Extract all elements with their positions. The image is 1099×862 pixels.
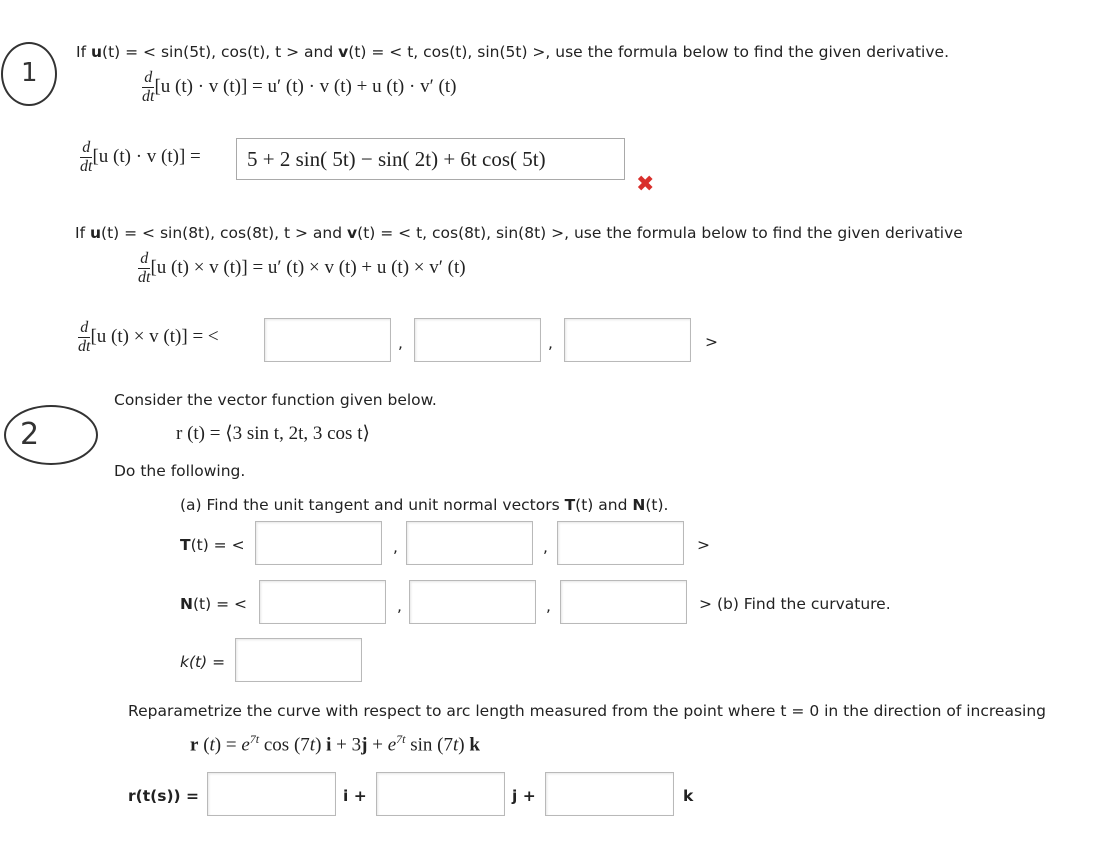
comma-separator: , [546, 597, 551, 615]
d-dt-fraction: $\frac{d}{dt}$ [78, 319, 91, 355]
N-component-3-input[interactable] [560, 580, 687, 624]
T-component-1-input[interactable] [255, 521, 382, 565]
annotation-circle-1 [1, 42, 57, 106]
q3-intro: Consider the vector function given below. [114, 391, 437, 409]
curvature-label: k(t) = [180, 653, 226, 671]
annotation-number-2: 2 [20, 417, 40, 452]
q2-component-1-input[interactable] [264, 318, 391, 362]
r-of-s-label: r(t(s)) = [128, 787, 199, 805]
curvature-input[interactable] [235, 638, 362, 682]
T-component-2-input[interactable] [406, 521, 533, 565]
N-component-1-input[interactable] [259, 580, 386, 624]
q4-function: r $(t) = e^{7t}$ cos (7t) $i + 3j + e^{7t}$ sin (7t) k [190, 732, 480, 756]
N-label: N(t) = < [180, 595, 247, 613]
q1-answer-field[interactable]: 5 + 2 sin( 5t) − sin( 2t) + 6t cos( 5t) [236, 138, 625, 180]
T-label: T(t) = < [180, 536, 245, 554]
comma-separator: , [398, 334, 403, 352]
i-unit-label: i + [343, 787, 367, 805]
comma-separator: , [397, 597, 402, 615]
q4-intro: Reparametrize the curve with respect to arc length measured from the point where t = 0 in the direction of increasing [128, 702, 1047, 720]
d-dt-fraction: $\frac{d}{dt}$ [138, 250, 151, 286]
d-dt-fraction: $\frac{d}{dt}$ [80, 139, 93, 175]
annotation-circle-2 [4, 405, 98, 465]
q1-formula: $\frac{d}{dt}$ [u (t) · v (t)] = u′ (t) · v (t) + u (t) · v′ (t) [142, 69, 457, 105]
N-component-2-input[interactable] [409, 580, 536, 624]
incorrect-x-icon: ✖ [636, 172, 655, 197]
T-close-bracket: > [697, 536, 710, 554]
comma-separator: , [548, 334, 553, 352]
q2-formula: $\frac{d}{dt}$ [u (t) × v (t)] = u′ (t) × v (t) + u (t) × v′ (t) [138, 250, 466, 286]
q3-part-a: (a) Find the unit tangent and unit normal vectors T(t) and N(t). [180, 496, 669, 514]
comma-separator: , [543, 538, 548, 556]
q2-lhs: $\frac{d}{dt}$ [u (t) × v (t)] = < [78, 319, 219, 355]
r-i-component-input[interactable] [207, 772, 336, 816]
q2-statement: If u(t) = < sin(8t), cos(8t), t > and v(t) = < t, cos(8t), sin(8t) >, use the formula below to find the given derivative [75, 224, 963, 242]
k-unit-label: k [683, 787, 694, 805]
q3-do-following: Do the following. [114, 462, 246, 480]
d-dt-fraction: $\frac{d}{dt}$ [142, 69, 155, 105]
comma-separator: , [393, 538, 398, 556]
q2-close-bracket: > [705, 333, 718, 351]
q3-function: r (t) = ⟨3 sin t, 2t, 3 cos t⟩ [176, 423, 370, 444]
annotation-number-1: 1 [21, 58, 38, 88]
r-j-component-input[interactable] [376, 772, 505, 816]
N-close-bracket: > (b) Find the curvature. [699, 595, 891, 613]
j-unit-label: j + [512, 787, 536, 805]
q2-component-2-input[interactable] [414, 318, 541, 362]
q2-component-3-input[interactable] [564, 318, 691, 362]
q1-statement: If u(t) = < sin(5t), cos(t), t > and v(t) = < t, cos(t), sin(5t) >, use the formula below to find the given derivative. [76, 43, 949, 61]
q1-lhs: $\frac{d}{dt}$ [u (t) · v (t)] = [80, 139, 201, 175]
r-k-component-input[interactable] [545, 772, 674, 816]
T-component-3-input[interactable] [557, 521, 684, 565]
q3-part-b: (b) Find the curvature. [716, 595, 891, 613]
